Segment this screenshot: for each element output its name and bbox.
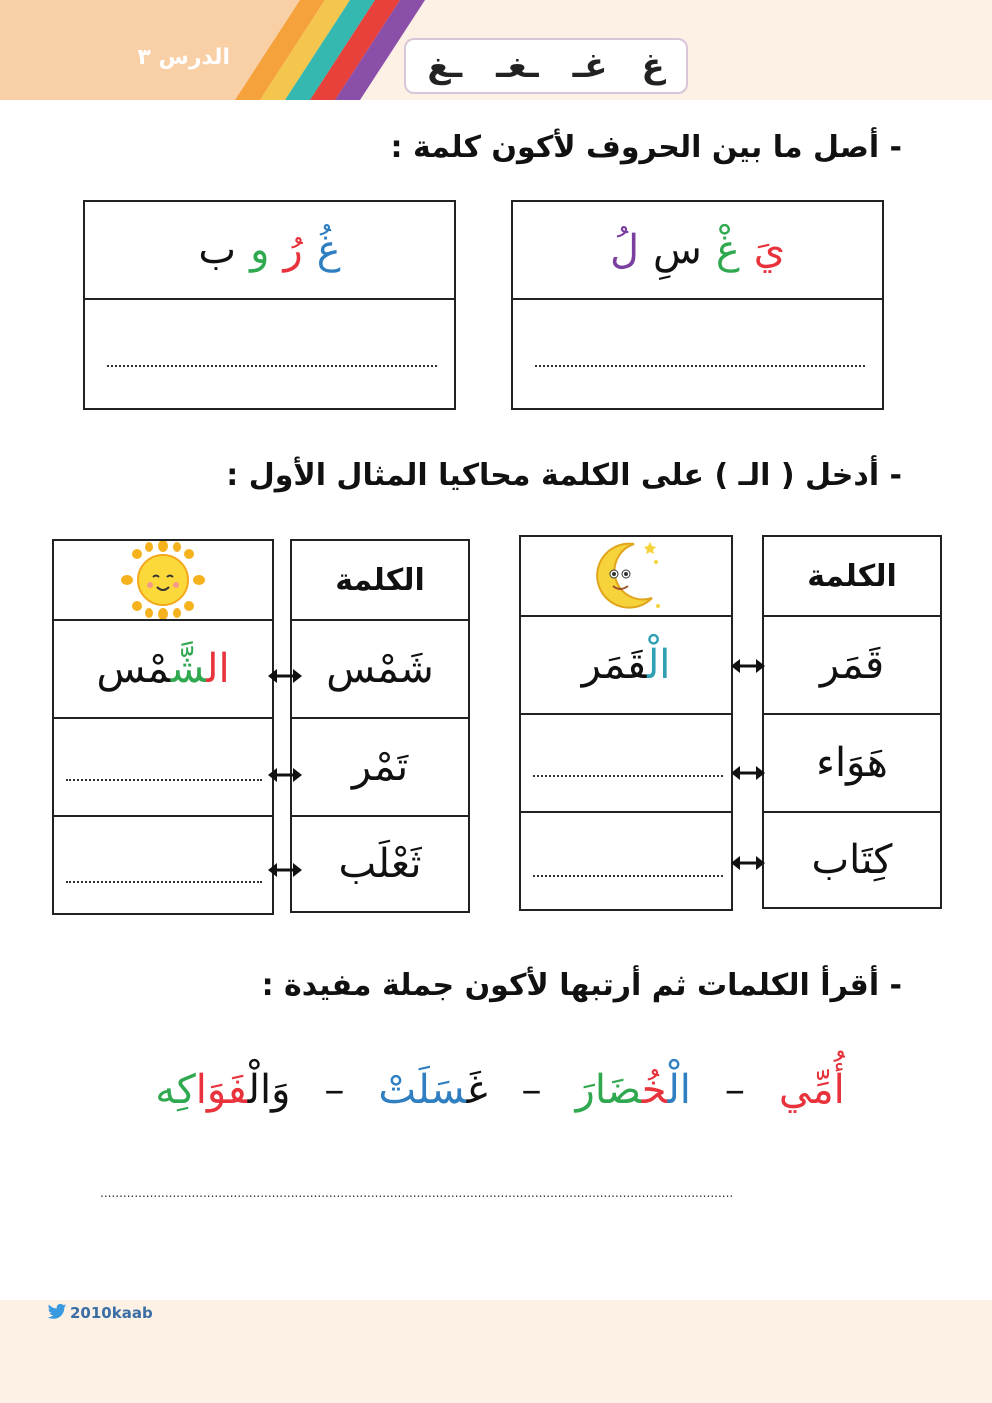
scrambled-word-part: سَلَتْ — [378, 1067, 467, 1113]
answer-cell[interactable] — [519, 713, 733, 813]
scrambled-word-part: الْ — [247, 1067, 272, 1113]
word-header-right: الكلمة — [762, 535, 942, 617]
scrambled-word-part: كِه — [155, 1067, 196, 1113]
double-arrow-icon — [268, 861, 302, 879]
word-cell: كِتَاب — [762, 811, 942, 909]
double-arrow-icon — [268, 667, 302, 685]
scrambled-word — [779, 1067, 845, 1113]
answer-box-right[interactable] — [511, 298, 884, 410]
header-stripes — [230, 0, 430, 100]
scrambled-word-part: فَوَا — [195, 1067, 248, 1113]
scrambled-word — [378, 1067, 487, 1113]
scattered-letter: سِ — [653, 227, 702, 273]
sun-header-cell — [52, 539, 274, 621]
example-cell-left — [52, 619, 274, 719]
word-cell: قَمَر — [762, 615, 942, 715]
example-word — [96, 646, 229, 692]
answer-box-left[interactable] — [83, 298, 456, 410]
section1-question: - أصل ما بين الحروف لأكون كلمة : — [390, 130, 902, 165]
answer-line[interactable] — [533, 775, 723, 777]
letter-form-isolated: غ — [641, 46, 665, 86]
moon-icon — [586, 536, 666, 616]
word-separator: – — [324, 1067, 345, 1113]
scattered-letter: غُ — [316, 227, 341, 273]
example-word-part: الْ — [647, 642, 671, 688]
word-cell: تَمْر — [290, 717, 470, 817]
example-word-part: شَّ — [170, 646, 207, 692]
example-word-part: قَمَر — [581, 642, 648, 688]
word-separator: – — [724, 1067, 745, 1113]
double-arrow-icon — [731, 854, 765, 872]
letter-form-medial: ـغـ — [496, 46, 539, 86]
letter-form-initial: غـ — [572, 46, 608, 86]
sun-icon — [121, 541, 205, 619]
double-arrow-icon — [268, 766, 302, 784]
scrambled-word-part: أُ — [833, 1067, 845, 1113]
answer-cell[interactable] — [52, 815, 274, 915]
letter-forms-box — [404, 38, 688, 94]
scrambled-words — [120, 1050, 880, 1130]
scrambled-word-part: الْ — [667, 1067, 691, 1113]
sentence-answer-line[interactable]: ...................................................................................................................................................................... — [100, 1186, 734, 1200]
example-word-part: مْس — [96, 646, 171, 692]
word-cell: ثَعْلَب — [290, 815, 470, 913]
scattered-letter: لُ — [609, 227, 640, 273]
letters-box-right — [511, 200, 884, 300]
answer-cell[interactable] — [52, 717, 274, 817]
example-word — [582, 642, 671, 688]
scrambled-word-part: ضَارَ — [575, 1067, 642, 1113]
example-cell-right — [519, 615, 733, 715]
example-word-part: ال — [206, 646, 230, 692]
answer-cell[interactable] — [519, 811, 733, 911]
double-arrow-icon — [731, 764, 765, 782]
double-arrow-icon — [731, 657, 765, 675]
word-cell: شَمْس — [290, 619, 470, 719]
letters-box-left — [83, 200, 456, 300]
section2-question: - أدخل ( الـ ) على الكلمة محاكيا المثال الأول : — [226, 458, 902, 493]
scattered-letter: ب — [198, 227, 237, 273]
scrambled-word-part: غَ — [466, 1067, 488, 1113]
word-separator: – — [521, 1067, 542, 1113]
answer-line[interactable] — [66, 779, 262, 781]
scattered-letter: رُ — [283, 227, 303, 273]
scattered-letter: يَ — [753, 227, 786, 273]
scrambled-word-part: مِّي — [778, 1067, 834, 1113]
answer-line[interactable] — [66, 881, 262, 883]
answer-line-left[interactable] — [107, 365, 437, 367]
scrambled-word — [576, 1067, 691, 1113]
scattered-letter: و — [250, 227, 270, 273]
footer-handle: 2010kaab — [70, 1304, 153, 1322]
twitter-bird-icon — [47, 1303, 67, 1321]
scrambled-word — [155, 1067, 290, 1113]
scrambled-word-part: خُ — [641, 1067, 668, 1113]
word-header-left: الكلمة — [290, 539, 470, 621]
section3-question: - أقرأ الكلمات ثم أرتبها لأكون جملة مفيدة : — [261, 968, 902, 1003]
scattered-letter: غْ — [715, 227, 740, 273]
word-cell: هَوَاء — [762, 713, 942, 813]
letters-left — [85, 202, 454, 298]
letter-form-final: ـغ — [427, 46, 463, 86]
lesson-label: الدرس ٣ — [137, 45, 230, 70]
scrambled-word-part: وَ — [271, 1067, 291, 1113]
letters-right — [513, 202, 882, 298]
moon-header-cell — [519, 535, 733, 617]
answer-line[interactable] — [533, 875, 723, 877]
answer-line-right[interactable] — [535, 365, 865, 367]
